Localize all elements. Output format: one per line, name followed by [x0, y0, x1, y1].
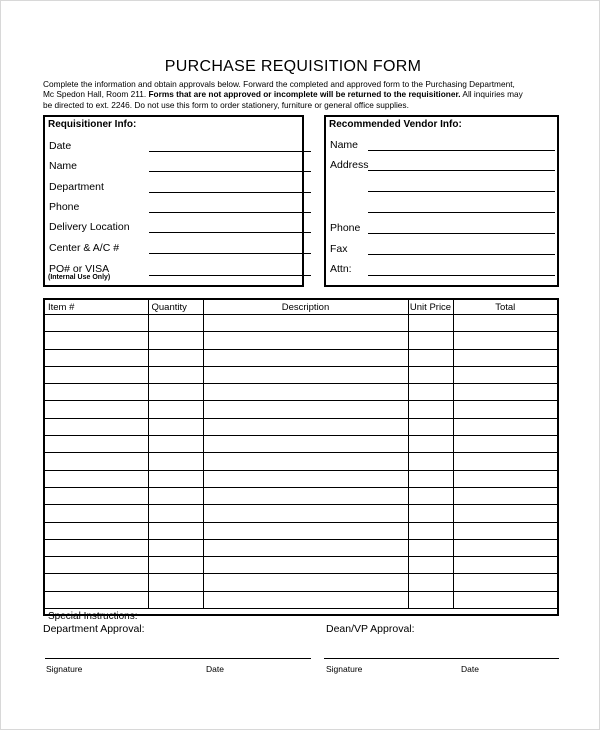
item-row [45, 418, 557, 435]
item-row [45, 453, 557, 470]
item-number-cell[interactable] [45, 487, 148, 504]
total-cell[interactable] [453, 315, 557, 332]
department-date-label: Date [206, 664, 224, 674]
unit-price-cell[interactable] [408, 522, 453, 539]
quantity-cell[interactable] [148, 487, 203, 504]
instructions-line-2 [43, 89, 563, 99]
item-row [45, 384, 557, 401]
item-row [45, 505, 557, 522]
instructions-line-1: Complete the information and obtain approvals below. Forward the completed and approved form to the Purchasing Department, [43, 79, 515, 89]
item-number-cell[interactable] [45, 418, 148, 435]
item-number-cell[interactable] [45, 453, 148, 470]
department-signature-line[interactable] [45, 658, 311, 659]
total-cell[interactable] [453, 522, 557, 539]
date-label: Date [49, 140, 72, 152]
quantity-cell[interactable] [148, 557, 203, 574]
item-row [45, 436, 557, 453]
date-fill-line[interactable] [149, 140, 311, 152]
name-label: Name [49, 160, 78, 172]
requisitioner-info-box [43, 115, 304, 287]
vendor-address-fill-line-3[interactable] [368, 201, 555, 213]
column-header-quantity: Quantity [148, 300, 203, 315]
dean-vp-approval-label: Dean/VP Approval: [326, 623, 415, 635]
item-number-cell[interactable] [45, 315, 148, 332]
unit-price-cell[interactable] [408, 539, 453, 556]
vendor-info-heading: Recommended Vendor Info: [329, 119, 462, 130]
items-table-header-row [45, 300, 557, 315]
total-cell[interactable] [453, 470, 557, 487]
unit-price-cell[interactable] [408, 487, 453, 504]
department-approval-label: Department Approval: [43, 623, 145, 635]
instructions-line-3: be directed to ext. 2246. Do not use this form to order stationery, furniture or general office supplies. [43, 99, 409, 110]
item-row [45, 522, 557, 539]
column-header-description: Description [203, 300, 408, 315]
dean-vp-signature-label: Signature [326, 664, 363, 674]
description-cell[interactable] [203, 557, 408, 574]
item-row [45, 349, 557, 366]
vendor-phone-label: Phone [330, 222, 361, 234]
total-cell[interactable] [453, 418, 557, 435]
quantity-cell[interactable] [148, 453, 203, 470]
unit-price-cell[interactable] [408, 401, 453, 418]
requisitioner-info-heading: Requisitioner Info: [48, 119, 137, 130]
unit-price-cell[interactable] [408, 436, 453, 453]
description-cell[interactable] [203, 591, 408, 608]
form-instructions [43, 79, 563, 110]
unit-price-cell[interactable] [408, 315, 453, 332]
description-cell[interactable] [203, 315, 408, 332]
delivery-location-label: Delivery Location [49, 221, 130, 233]
delivery-location-fill-line[interactable] [149, 221, 311, 233]
description-cell[interactable] [203, 384, 408, 401]
instructions-line-2-bold: Forms that are not approved or incomplete will be returned to the requisitioner. [148, 89, 461, 100]
quantity-cell[interactable] [148, 591, 203, 608]
description-cell[interactable] [203, 487, 408, 504]
item-number-cell[interactable] [45, 591, 148, 608]
po-visa-label: PO# or VISA [49, 263, 110, 275]
vendor-phone-fill-line[interactable] [368, 222, 555, 234]
unit-price-cell[interactable] [408, 332, 453, 349]
unit-price-cell[interactable] [408, 366, 453, 383]
total-cell[interactable] [453, 366, 557, 383]
column-header-item: Item # [45, 300, 148, 315]
description-cell[interactable] [203, 401, 408, 418]
vendor-fax-label: Fax [330, 243, 348, 255]
column-header-unit-price: Unit Price [409, 301, 452, 313]
department-signature-label: Signature [46, 664, 83, 674]
items-table [45, 300, 557, 608]
quantity-cell[interactable] [148, 366, 203, 383]
item-number-cell[interactable] [45, 557, 148, 574]
unit-price-cell[interactable] [408, 384, 453, 401]
total-cell[interactable] [453, 349, 557, 366]
department-fill-line[interactable] [149, 181, 311, 193]
quantity-cell[interactable] [148, 418, 203, 435]
vendor-attn-label: Attn: [330, 263, 352, 275]
item-row [45, 470, 557, 487]
vendor-address-label: Address [330, 159, 369, 171]
description-cell[interactable] [203, 349, 408, 366]
special-instructions-label: Special Instructions: [48, 611, 138, 623]
internal-use-note: (Internal Use Only) [48, 274, 111, 281]
unit-price-cell[interactable] [408, 418, 453, 435]
center-ac-fill-line[interactable] [149, 242, 311, 254]
description-cell[interactable] [203, 332, 408, 349]
description-cell[interactable] [203, 539, 408, 556]
phone-label: Phone [49, 201, 80, 213]
vendor-fax-fill-line[interactable] [368, 243, 555, 255]
unit-price-cell[interactable] [408, 591, 453, 608]
item-number-cell[interactable] [45, 384, 148, 401]
item-row [45, 401, 557, 418]
form-title: PURCHASE REQUISITION FORM [164, 58, 422, 75]
department-label: Department [49, 181, 104, 193]
item-number-cell[interactable] [45, 574, 148, 591]
vendor-info-box [324, 115, 559, 287]
vendor-attn-fill-line[interactable] [368, 264, 555, 276]
po-visa-fill-line[interactable] [149, 264, 311, 276]
total-cell[interactable] [453, 401, 557, 418]
quantity-cell[interactable] [148, 332, 203, 349]
items-table-section [43, 298, 559, 623]
vendor-address-fill-line[interactable] [368, 159, 555, 171]
unit-price-cell[interactable] [408, 453, 453, 470]
description-cell[interactable] [203, 470, 408, 487]
description-cell[interactable] [203, 522, 408, 539]
total-cell[interactable] [453, 436, 557, 453]
unit-price-cell[interactable] [408, 349, 453, 366]
total-cell[interactable] [453, 539, 557, 556]
quantity-cell[interactable] [148, 470, 203, 487]
item-number-cell[interactable] [45, 505, 148, 522]
item-number-cell[interactable] [45, 470, 148, 487]
item-number-cell[interactable] [45, 539, 148, 556]
instructions-line-2-prefix: Mc Spedon Hall, Room 211. [43, 89, 149, 100]
quantity-cell[interactable] [148, 401, 203, 418]
dean-vp-date-label: Date [461, 664, 479, 674]
vendor-name-fill-line[interactable] [368, 139, 555, 151]
description-cell[interactable] [203, 436, 408, 453]
item-number-cell[interactable] [45, 349, 148, 366]
vendor-address-fill-line-2[interactable] [368, 180, 555, 192]
quantity-cell[interactable] [148, 539, 203, 556]
unit-price-cell[interactable] [408, 557, 453, 574]
item-row [45, 557, 557, 574]
phone-fill-line[interactable] [149, 201, 311, 213]
special-instructions-box[interactable] [45, 608, 557, 622]
total-cell[interactable] [453, 332, 557, 349]
dean-vp-signature-line[interactable] [324, 658, 559, 659]
total-cell[interactable] [453, 505, 557, 522]
description-cell[interactable] [203, 453, 408, 470]
item-row [45, 539, 557, 556]
total-cell[interactable] [453, 384, 557, 401]
description-cell[interactable] [203, 574, 408, 591]
name-fill-line[interactable] [149, 160, 311, 172]
center-ac-label: Center & A/C # [49, 242, 120, 254]
items-table-body [45, 315, 557, 609]
instructions-line-2-suffix: All inquiries may [460, 89, 523, 100]
unit-price-cell[interactable] [408, 470, 453, 487]
item-number-cell[interactable] [45, 332, 148, 349]
quantity-cell[interactable] [148, 436, 203, 453]
item-row [45, 332, 557, 349]
item-row [45, 315, 557, 332]
quantity-cell[interactable] [148, 349, 203, 366]
quantity-cell[interactable] [148, 315, 203, 332]
item-row [45, 487, 557, 504]
item-row [45, 574, 557, 591]
total-cell[interactable] [453, 574, 557, 591]
description-cell[interactable] [203, 418, 408, 435]
total-cell[interactable] [453, 591, 557, 608]
item-number-cell[interactable] [45, 436, 148, 453]
description-cell[interactable] [203, 505, 408, 522]
total-cell[interactable] [453, 557, 557, 574]
item-number-cell[interactable] [45, 522, 148, 539]
quantity-cell[interactable] [148, 384, 203, 401]
item-number-cell[interactable] [45, 366, 148, 383]
unit-price-cell[interactable] [408, 574, 453, 591]
total-cell[interactable] [453, 487, 557, 504]
item-row [45, 366, 557, 383]
item-number-cell[interactable] [45, 401, 148, 418]
unit-price-cell[interactable] [408, 505, 453, 522]
quantity-cell[interactable] [148, 522, 203, 539]
total-cell[interactable] [453, 453, 557, 470]
vendor-name-label: Name [330, 139, 359, 151]
item-row [45, 591, 557, 608]
quantity-cell[interactable] [148, 505, 203, 522]
description-cell[interactable] [203, 366, 408, 383]
quantity-cell[interactable] [148, 574, 203, 591]
column-header-total: Total [453, 300, 557, 315]
